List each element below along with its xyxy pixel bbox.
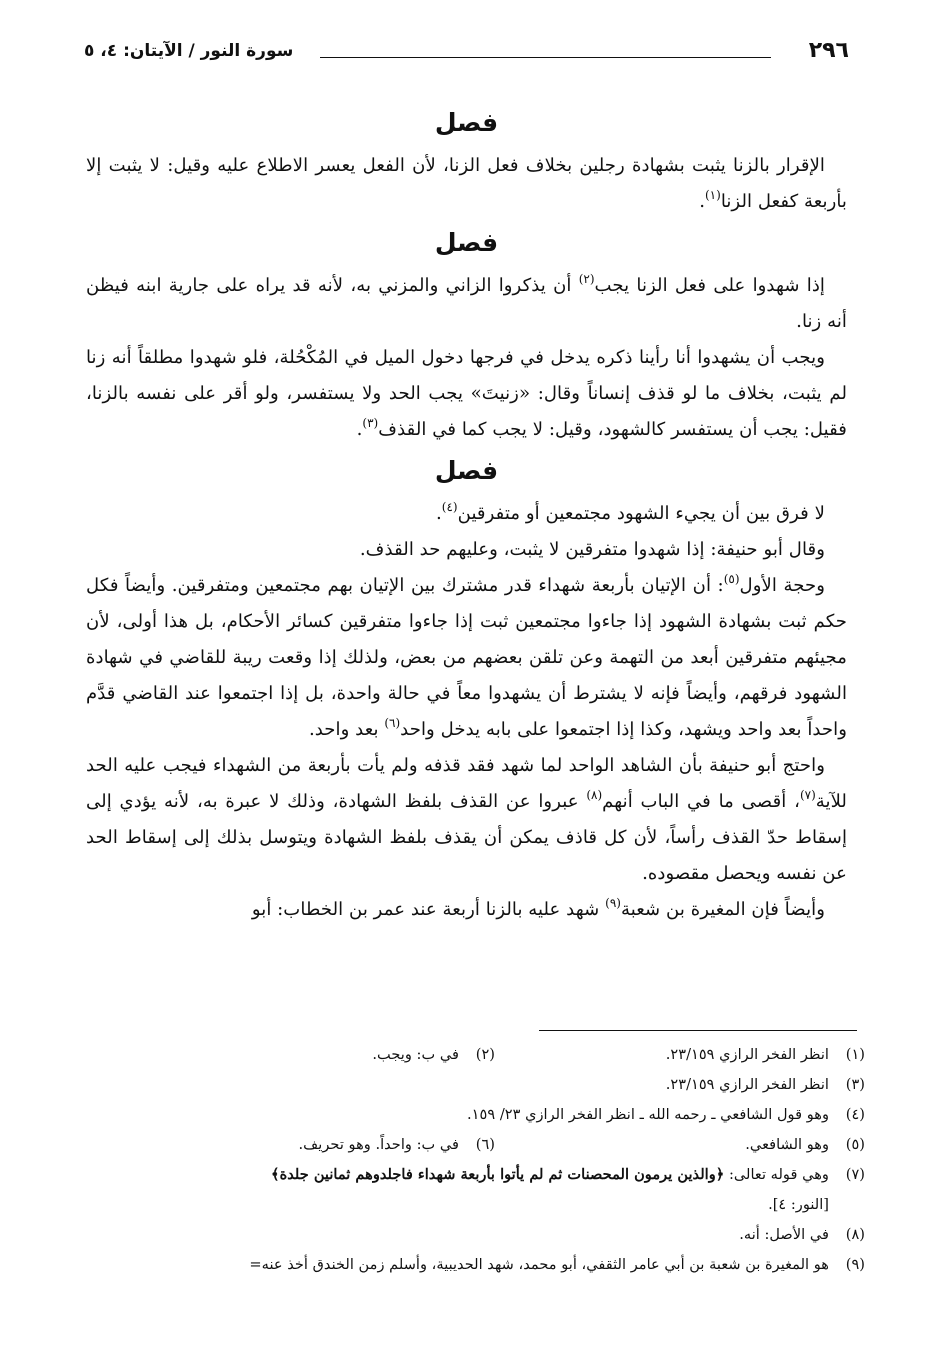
footnote-ref: (٦): [384, 716, 401, 730]
footnote-text: هو المغيرة بن شعبة بن أبي عامر الثقفي، أبو محمد، شهد الحديبية، وأسلم زمن الخندق أخذ عنه=: [249, 1256, 829, 1273]
footnote-ref: (٢): [578, 272, 595, 286]
footnote-ref: (٤): [441, 500, 458, 514]
paragraph-text: ويجب أن يشهدوا أنا رأينا ذكره يدخل في فرجها دخول الميل في المُكْحُلة، فلو شهدوا مطلقاً أنه زنا لم يثبت، بخلاف ما لو قذف إنساناً وقال: «زنيتَ» يجب الحد ولا يستفسر، ولو أقر على نفسه بالزنا، فقيل: يجب أن يستفسر كالشهود، وقيل: لا يجب كما في القذف: [86, 347, 847, 440]
paragraph-text: وأيضاً فإن المغيرة بن شعبة: [620, 899, 825, 920]
paragraph-text: وحجة الأول: [739, 575, 825, 596]
footnote-ref: (٨): [586, 788, 603, 802]
footnote-text: وهو الشافعي.: [745, 1136, 829, 1153]
paragraph: وقال أبو حنيفة: إذا شهدوا متفرقين لا يثبت، وعليهم حد القذف.: [359, 539, 825, 560]
main-text: [86, 104, 847, 928]
paragraph: [86, 340, 847, 448]
footnote-text: في الأصل: أنه.: [739, 1226, 829, 1243]
footnote-reference: [النور: ٤].: [768, 1196, 829, 1213]
footnote-text: وهي قوله تعالى:: [728, 1166, 829, 1183]
footnote-text: في ب: واحداً. وهو تحريف.: [298, 1136, 459, 1153]
paragraph: [86, 268, 847, 340]
footnote-continuation: [70, 1190, 865, 1220]
footnote-number: (٢): [475, 1046, 495, 1063]
paragraph-text: إذا شهدوا على فعل الزنا يجب: [594, 275, 825, 296]
footnote-ref: (٩): [605, 896, 621, 910]
paragraph-text: أن يذكروا الزاني والمزني به، لأنه قد يراه على جارية ابنه فيظن أنه زنا.: [86, 275, 847, 332]
paragraph-text: واحتج أبو حنيفة بأن الشاهد الواحد لما شهد فقد قذفه ولم يأت بأربعة من الشهداء فيجب عليه الحد للآية: [86, 755, 847, 812]
header-rule: [320, 57, 771, 58]
footnote-second-column: [372, 1040, 495, 1070]
footnote-row: [70, 1250, 865, 1280]
paragraph-end: .: [435, 503, 442, 524]
paragraph: [86, 892, 847, 928]
footnote-row: [70, 1220, 865, 1250]
footnote-number: (٦): [475, 1136, 495, 1153]
footnote-row: [70, 1070, 865, 1100]
footnote-number: (٩): [845, 1256, 865, 1273]
footnote-number: (٧): [845, 1166, 865, 1183]
paragraph: [86, 568, 847, 748]
paragraph-text: : أن الإتيان بأربعة شهداء قدر مشترك بين الإتيان بهم مجتمعين ومتفرقين. وأيضاً فكل حكم ثبت بشهادة الشهود إذا جاءوا مجتمعين ثبت إذا جاءوا متفرقين كسائر الأحكام، بل هذا أولى، لأن مجيئهم متفرقين أبعد من التهمة وعن تلقن بعضهم من بعض، ولذلك إذا وقعت ريبة للقاضي في شهادة الشهود فرقهم، وأيضاً فإنه لا يشترط أن يشهدوا معاً في حالة واحدة، بل إذا اجتمعوا عند القاضي قدَّم واحداً بعد واحد ويشهد، وكذا إذا اجتمعوا على بابه يدخل واحد: [86, 575, 847, 740]
section-heading: فصل: [434, 228, 499, 257]
footnote-number: (١): [845, 1046, 865, 1063]
footnote-ref: (١): [704, 188, 721, 202]
footnote-text: وهو قول الشافعي ـ رحمه الله ـ انظر الفخر الرازي ٢٣/ ١٥٩.: [467, 1106, 829, 1123]
page-number: ٢٩٦: [808, 38, 849, 63]
paragraph-text: الإقرار بالزنا يثبت بشهادة رجلين بخلاف فعل الزنا، لأن الفعل يعسر الاطلاع عليه وقيل: لا يثبت إلا بأربعة كفعل الزنا: [86, 155, 847, 212]
paragraph-text: ، أقصى ما في الباب أنهم: [602, 791, 800, 812]
footnote-number: (٨): [845, 1226, 865, 1243]
running-title: سورة النور / الآيتان: ٤، ٥: [84, 41, 294, 61]
footnote-number: (٣): [845, 1076, 865, 1093]
footnote-second-column: [299, 1130, 495, 1160]
section-heading: فصل: [434, 456, 499, 485]
footnote-text: انظر الفخر الرازي ٢٣/١٥٩.: [665, 1076, 829, 1093]
footnote-number: (٥): [845, 1136, 865, 1153]
footnote-row: [70, 1130, 865, 1160]
paragraph: [86, 496, 847, 532]
footnote-row: [70, 1100, 865, 1130]
paragraph-end: .: [356, 419, 363, 440]
paragraph-text: بعد واحد.: [308, 719, 385, 740]
footnote-text: في ب: ويجب.: [372, 1046, 459, 1063]
footnote-ref: (٧): [799, 788, 816, 802]
paragraph: [86, 148, 847, 220]
footnotes: [70, 1040, 865, 1280]
paragraph-end: .: [699, 191, 705, 212]
footnote-row: [70, 1160, 865, 1190]
footnote-row: [70, 1040, 865, 1070]
footnote-number: (٤): [845, 1106, 865, 1123]
paragraph-text: لا فرق بين أن يجيء الشهود مجتمعين أو متفرقين: [457, 503, 825, 524]
paragraph-text: عبروا عن القذف بلفظ الشهادة، وذلك لا عبرة به، لأنه يؤدي إلى إسقاط حدّ القذف رأساً، لأن كل قاذف يمكن أن يقذف بلفظ الشهادة ويتوسل بذلك إلى إسقاط الحد عن نفسه ويحصل مقصوده.: [86, 791, 847, 884]
footnote-text: انظر الفخر الرازي ٢٣/١٥٩.: [665, 1046, 829, 1063]
paragraph-text: شهد عليه بالزنا أربعة عند عمر بن الخطاب: أبو: [251, 899, 606, 920]
footnote-rule: [539, 1030, 857, 1031]
quran-verse: ﴿والذين يرمون المحصنات ثم لم يأتوا بأربعة شهداء فاجلدوهم ثمانين جلدة﴾: [271, 1166, 725, 1183]
footnote-ref: (٥): [723, 572, 740, 586]
section-heading: فصل: [434, 108, 499, 137]
running-header: [84, 36, 849, 70]
footnote-ref: (٣): [362, 416, 379, 430]
paragraph: [86, 748, 847, 892]
